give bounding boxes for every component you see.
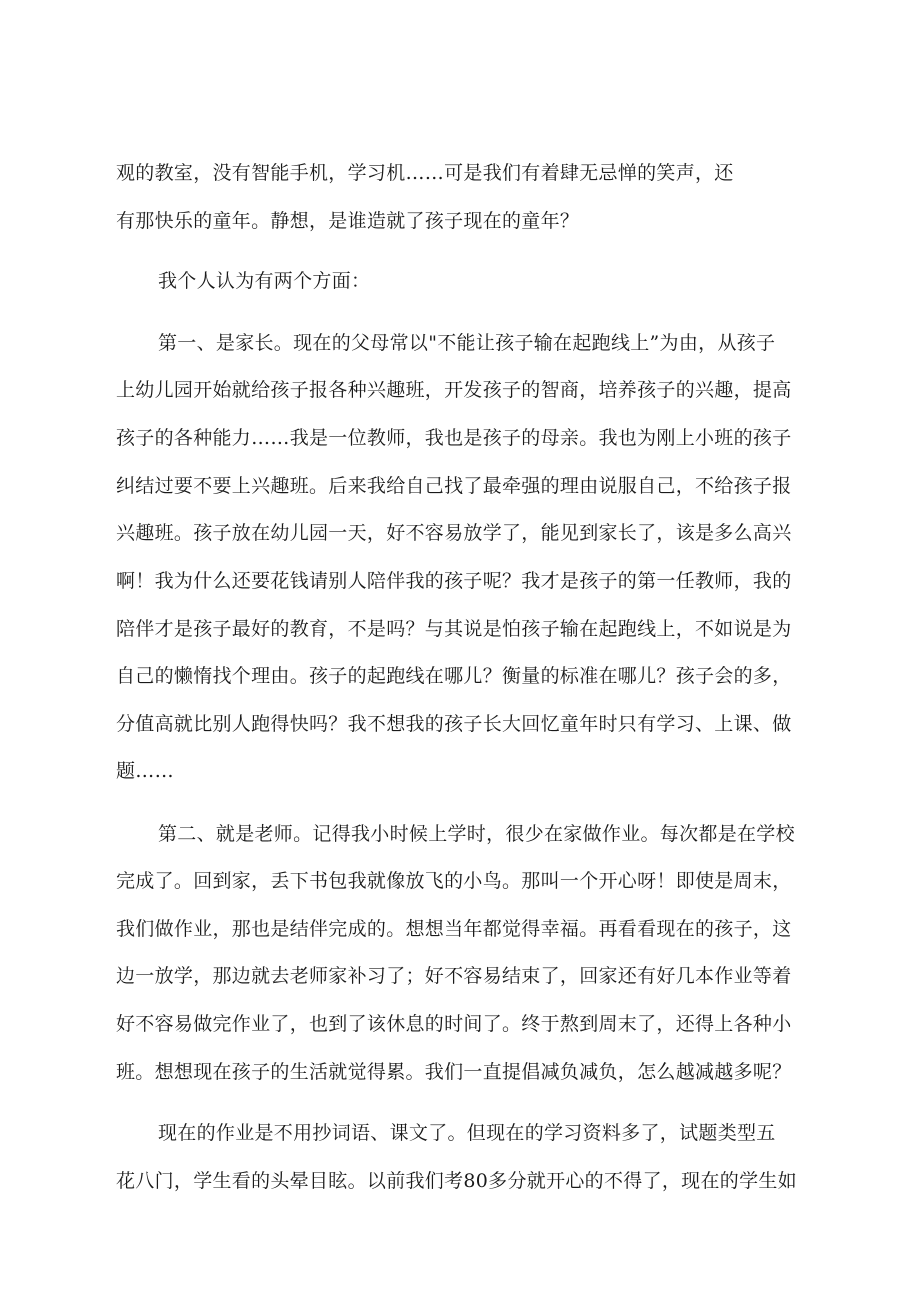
text-line: 陪伴才是孩子最好的教育，不是吗？与其说是怕孩子输在起跑线上，不如说是为 (116, 618, 792, 640)
text-line: 观的教室，没有智能手机，学习机……可是我们有着肆无忌惮的笑声，还 (116, 162, 734, 184)
text-line: 边一放学，那边就去老师家补习了；好不容易结束了，回家还有好几本作业等着 (116, 965, 792, 987)
text-line: 有那快乐的童年。静想，是谁造就了孩子现在的童年？ (116, 210, 580, 232)
text-line: 兴趣班。孩子放在幼儿园一天，好不容易放学了，能见到家长了，该是多么高兴 (116, 522, 792, 544)
paragraph-start-line: 第一、是家长。现在的父母常以"不能让孩子输在起跑线上”为由，从孩子 (158, 332, 776, 354)
text-line: 自己的懒惰找个理由。孩子的起跑线在哪儿？衡量的标准在哪儿？孩子会的多， (116, 665, 792, 687)
text-line: 好不容易做完作业了，也到了该休息的时间了。终于熬到周末了，还得上各种小 (116, 1013, 792, 1035)
text-line: 我们做作业，那也是结伴完成的。想想当年都觉得幸福。再看看现在的孩子，这 (116, 918, 792, 940)
text-line: 分值高就比别人跑得快吗？我不想我的孩子长大回忆童年时只有学习、上课、做 (116, 713, 792, 735)
text-line: 啊！我为什么还要花钱请别人陪伴我的孩子呢？我才是孩子的第一任教师，我的 (116, 570, 792, 592)
text-line: 完成了。回到家，丢下书包我就像放飞的小鸟。那叫一个开心呀！即使是周末， (116, 870, 792, 892)
paragraph-start-line: 第二、就是老师。记得我小时候上学时，很少在家做作业。每次都是在学校 (158, 823, 795, 845)
text-line: 班。想想现在孩子的生活就觉得累。我们一直提倡减负减负，怎么越减越多呢？ (116, 1061, 792, 1083)
text-line: 纠结过要不要上兴趣班。后来我给自己找了最牵强的理由说服自己，不给孩子报 (116, 475, 792, 497)
paragraph-start-line: 我个人认为有两个方面： (158, 270, 371, 292)
text-line: 上幼儿园开始就给孩子报各种兴趣班，开发孩子的智商，培养孩子的兴趣，提高 (116, 379, 792, 401)
paragraph-start-line: 现在的作业是不用抄词语、课文了。但现在的学习资料多了，试题类型五 (158, 1122, 776, 1144)
text-line: 题…… (116, 760, 174, 782)
text-line: 花八门，学生看的头晕目眩。以前我们考80多分就开心的不得了，现在的学生如 (116, 1170, 797, 1192)
text-line: 孩子的各种能力……我是一位教师，我也是孩子的母亲。我也为刚上小班的孩子 (116, 427, 792, 449)
